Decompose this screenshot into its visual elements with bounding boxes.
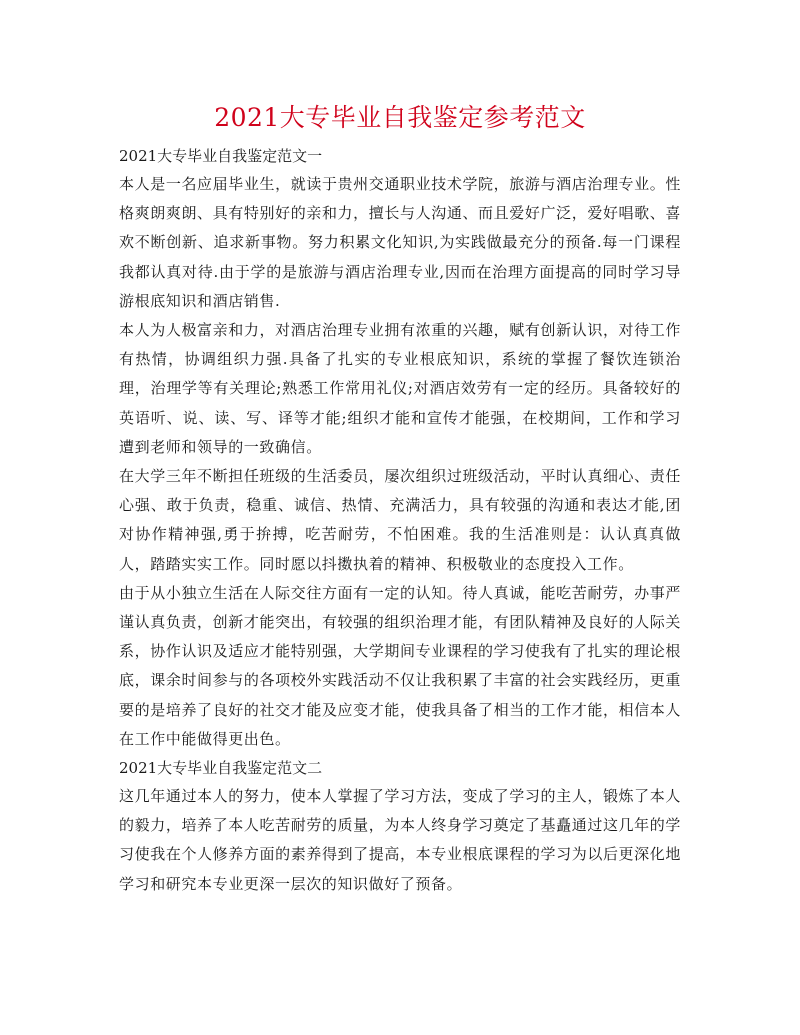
paragraph: 由于从小独立生活在人际交往方面有一定的认知。待人真诚，能吃苦耐劳，办事严谨认真负责，创新才能突出，有较强的组织治理才能，有团队精神及良好的人际关系，协作认识及适应才能特别强，大学期间专业课程的学习使我有了扎实的理论根底，课余时间参与的各项校外实践活动不仅让我积累了丰富的社会实践经历，更重要的是培养了良好的社交才能及应变才能，使我具备了相当的工作才能，相信本人在工作中能做得更出色。 [119, 583, 681, 748]
section-heading-2: 2021大专毕业自我鉴定范文二 [119, 759, 323, 778]
section-heading-1: 2021大专毕业自我鉴定范文一 [119, 147, 323, 165]
document-title: 2021大专毕业自我鉴定参考范文 [214, 103, 586, 132]
paragraph: 本人是一名应届毕业生，就读于贵州交通职业技术学院，旅游与酒店治理专业。性格爽朗爽朗、具有特别好的亲和力，擅长与人沟通、而且爱好广泛，爱好唱歌、喜欢不断创新、追求新事物。努力积累文化知识,为实践做最充分的预备.每一门课程我都认真对待.由于学的是旅游与酒店治理专业,因而在治理方面提高的同时学习导游根底知识和酒店销售. [119, 175, 681, 310]
paragraph: 本人为人极富亲和力，对酒店治理专业拥有浓重的兴趣，赋有创新认识，对待工作有热情，协调组织力强.具备了扎实的专业根底知识，系统的掌握了餐饮连锁治理，治理学等有关理论;熟悉工作常用礼仪;对酒店效劳有一定的经历。具备较好的英语听、说、读、写、译等才能;组织才能和宣传才能强，在校期间，工作和学习遭到老师和领导的一致确信。 [119, 321, 681, 456]
paragraph: 这几年通过本人的努力，使本人掌握了学习方法，变成了学习的主人，锻炼了本人的毅力，培养了本人吃苦耐劳的质量，为本人终身学习奠定了基矗通过这几年的学习使我在个人修养方面的素养得到了提高，本专业根底课程的学习为以后更深化地学习和研究本专业更深一层次的知识做好了预备。 [119, 787, 681, 893]
document-page [119, 100, 681, 899]
paragraph: 在大学三年不断担任班级的生活委员，屡次组织过班级活动，平时认真细心、责任心强、敢于负责，稳重、诚信、热情、充满活力，具有较强的沟通和表达才能,团对协作精神强,勇于拚搏，吃苦耐劳，不怕困难。我的生活准则是：认认真真做人，踏踏实实工作。同时愿以抖擞执着的精神、积极敬业的态度投入工作。 [119, 467, 681, 573]
